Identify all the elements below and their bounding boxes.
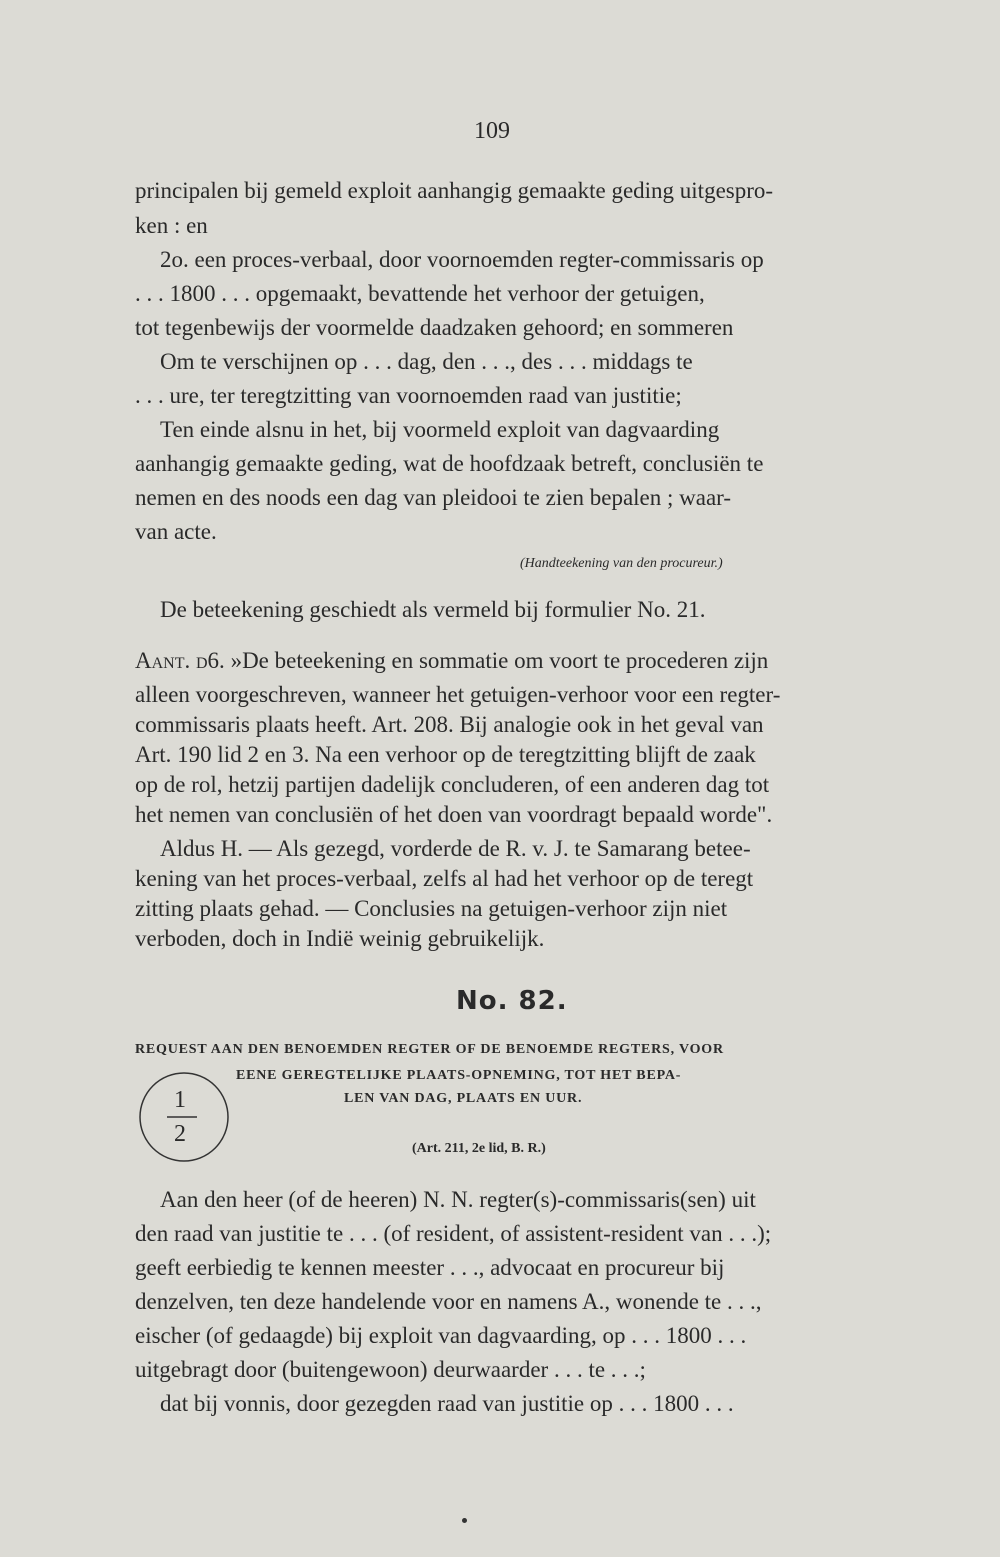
text-line: Aldus H. — Als gezegd, vorderde de R. v. J. te Samarang betee- (160, 836, 751, 861)
text-line: nemen en des noods een dag van pleidooi te zien bepalen ; waar- (135, 485, 732, 510)
text-line: eischer (of gedaagde) bij exploit van dagvaarding, op . . . 1800 . . . (135, 1323, 747, 1348)
text-line: Art. 190 lid 2 en 3. Na een verhoor op de teregtzitting blijft de zaak (135, 742, 756, 767)
text-line: Aan den heer (of de heeren) N. N. regter(s)-commissaris(sen) uit (160, 1187, 756, 1212)
stamp-numerator: 1 (174, 1087, 186, 1113)
aant-paragraph (135, 649, 768, 672)
text-line: . . . ure, ter teregtzitting van voornoemden raad van justitie; (135, 383, 682, 408)
text-line: van acte. (135, 519, 217, 544)
text-line: 2o. een proces-verbaal, door voornoemden regter-commissaris op (160, 247, 764, 272)
text-line: tot tegenbewijs der voormelde daadzaken gehoord; en sommeren (135, 315, 734, 340)
text-line: zitting plaats gehad. — Conclusies na getuigen-verhoor zijn niet (135, 896, 728, 921)
request-title-line: EENE GEREGTELIJKE PLAATS-OPNEMING, TOT HET BEPA- (236, 1068, 682, 1083)
aant-label: Aant. d6. (135, 648, 225, 673)
ink-speck (462, 1518, 467, 1523)
text-line: geeft eerbiedig te kennen meester . . ., advocaat en procureur bij (135, 1255, 725, 1280)
text-line: aanhangig gemaakte geding, wat de hoofdzaak betreft, conclusiën te (135, 451, 764, 476)
text-line: . . . 1800 . . . opgemaakt, bevattende het verhoor der getuigen, (135, 281, 705, 306)
text-line: den raad van justitie te . . . (of resident, of assistent-resident van . . .); (135, 1221, 772, 1246)
text-line: Om te verschijnen op . . . dag, den . . ., des . . . middags te (160, 349, 693, 374)
text-line: verboden, doch in Indië weinig gebruikelijk. (135, 926, 545, 951)
text-line: dat bij vonnis, door gezegden raad van justitie op . . . 1800 . . . (160, 1391, 734, 1416)
section-heading: No. 82. (456, 986, 568, 1016)
page-number: 109 (474, 118, 510, 144)
beteekening-line: De beteekening geschiedt als vermeld bij formulier No. 21. (160, 597, 706, 622)
request-title-line: LEN VAN DAG, PLAATS EN UUR. (344, 1091, 583, 1106)
signature-note: (Handteekening van den procureur.) (520, 556, 723, 571)
text-line: »De beteekening en sommatie om voort te procederen zijn (230, 648, 769, 673)
text-line: kening van het proces-verbaal, zelfs al had het verhoor op de teregt (135, 866, 754, 891)
text-line: uitgebragt door (buitengewoon) deurwaarder . . . te . . .; (135, 1357, 646, 1382)
text-line: het nemen van conclusiën of het doen van voordragt bepaald worde". (135, 802, 773, 827)
text-line: Ten einde alsnu in het, bij voormeld exploit van dagvaarding (160, 417, 720, 442)
request-title-line: REQUEST AAN DEN BENOEMDEN REGTER OF DE BENOEMDE REGTERS, VOOR (135, 1042, 724, 1057)
text-line: op de rol, hetzij partijen dadelijk concluderen, of een anderen dag tot (135, 772, 770, 797)
stamp-denominator: 2 (174, 1121, 186, 1147)
text-line: alleen voorgeschreven, wanneer het getuigen-verhoor voor een regter- (135, 682, 781, 707)
text-line: ken : en (135, 213, 208, 238)
text-line: denzelven, ten deze handelende voor en namens A., wonende te . . ., (135, 1289, 762, 1314)
text-line: principalen bij gemeld exploit aanhangig gemaakte geding uitgespro- (135, 178, 774, 203)
circle-stamp-icon (137, 1070, 231, 1164)
article-reference: (Art. 211, 2e lid, B. R.) (412, 1141, 546, 1156)
text-line: commissaris plaats heeft. Art. 208. Bij analogie ook in het geval van (135, 712, 764, 737)
half-sheet-stamp (137, 1070, 231, 1164)
